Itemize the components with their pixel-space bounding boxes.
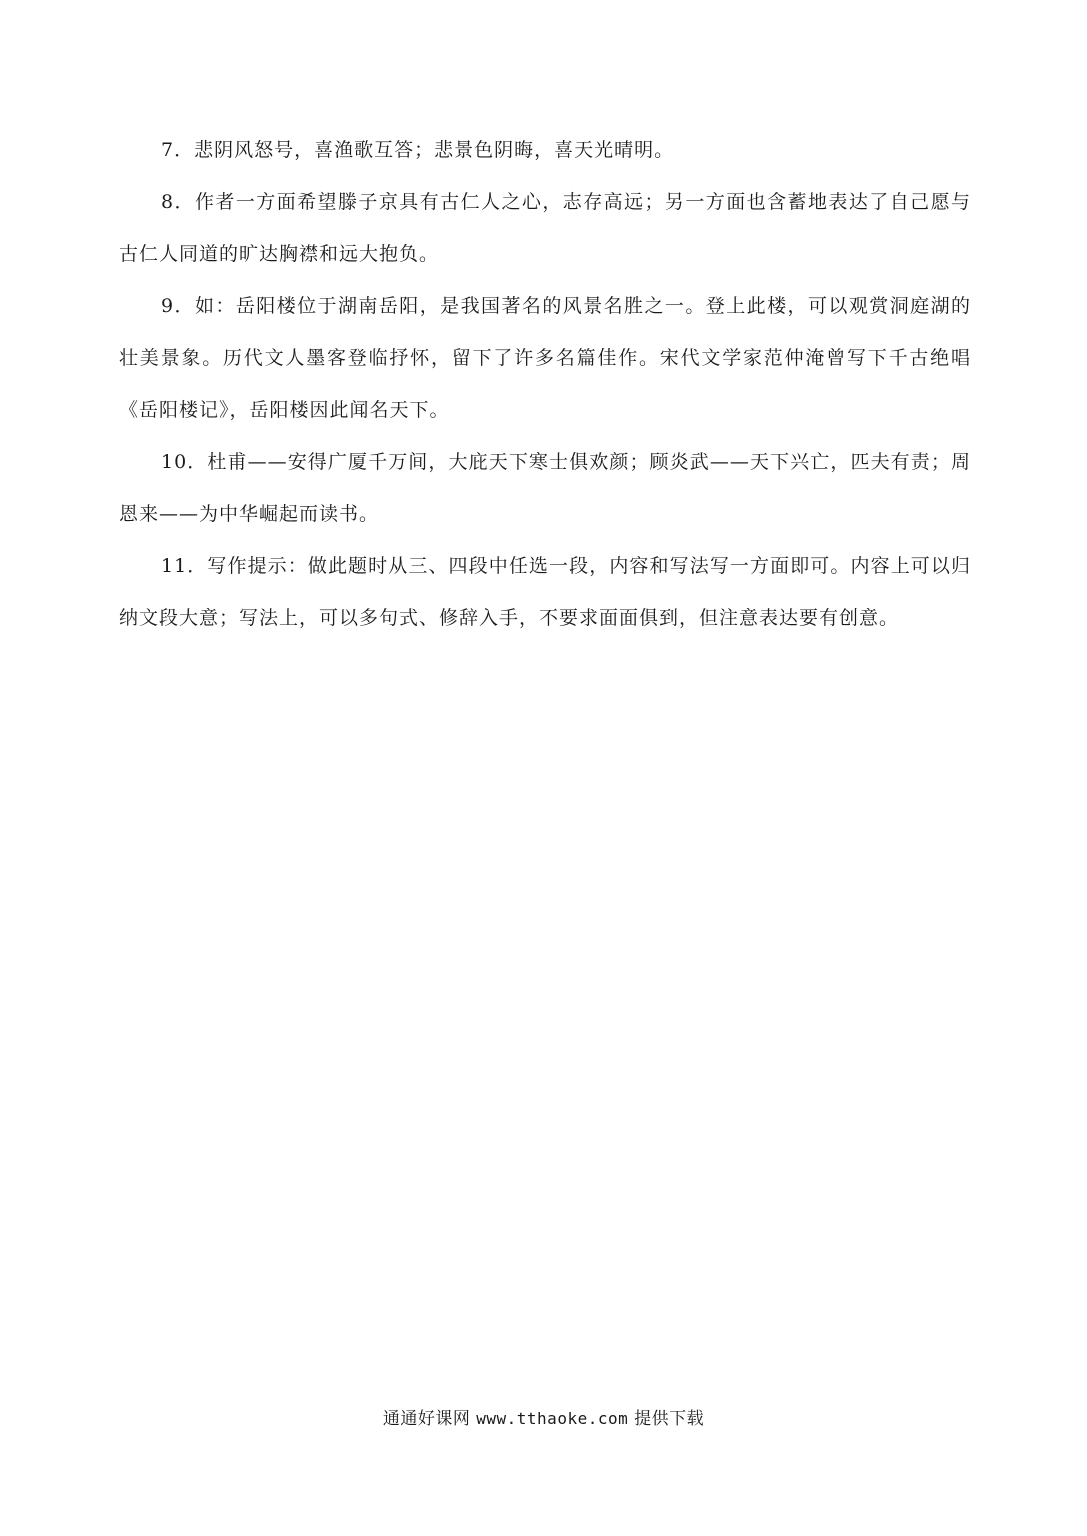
footer-url: www.tthaoke.com [476,1409,629,1428]
answer-list [119,124,971,644]
answer-9: 9．如：岳阳楼位于湖南岳阳，是我国著名的风景名胜之一。登上此楼，可以观赏洞庭湖的壮美景象。历代文人墨客登临抒怀，留下了许多名篇佳作。宋代文学家范仲淹曾写下千古绝唱《岳阳楼记》，岳阳楼因此闻名天下。 [119,295,971,421]
footer-site-name: 通通好课网 [382,1409,471,1429]
answer-10: 10．杜甫——安得广厦千万间，大庇天下寒士俱欢颜；顾炎武——天下兴亡，匹夫有责；周恩来——为中华崛起而读书。 [119,451,971,525]
answer-8: 8．作者一方面希望滕子京具有古仁人之心，志存高远；另一方面也含蓄地表达了自己愿与古仁人同道的旷达胸襟和远大抱负。 [119,191,971,265]
page-footer [0,1406,1087,1432]
footer-suffix: 提供下载 [634,1409,705,1429]
answer-11: 11．写作提示：做此题时从三、四段中任选一段，内容和写法写一方面即可。内容上可以归纳文段大意；写法上，可以多句式、修辞入手，不要求面面俱到，但注意表达要有创意。 [119,555,971,629]
answer-7: 7．悲阴风怒号，喜渔歌互答；悲景色阴晦，喜天光晴明。 [161,139,675,161]
